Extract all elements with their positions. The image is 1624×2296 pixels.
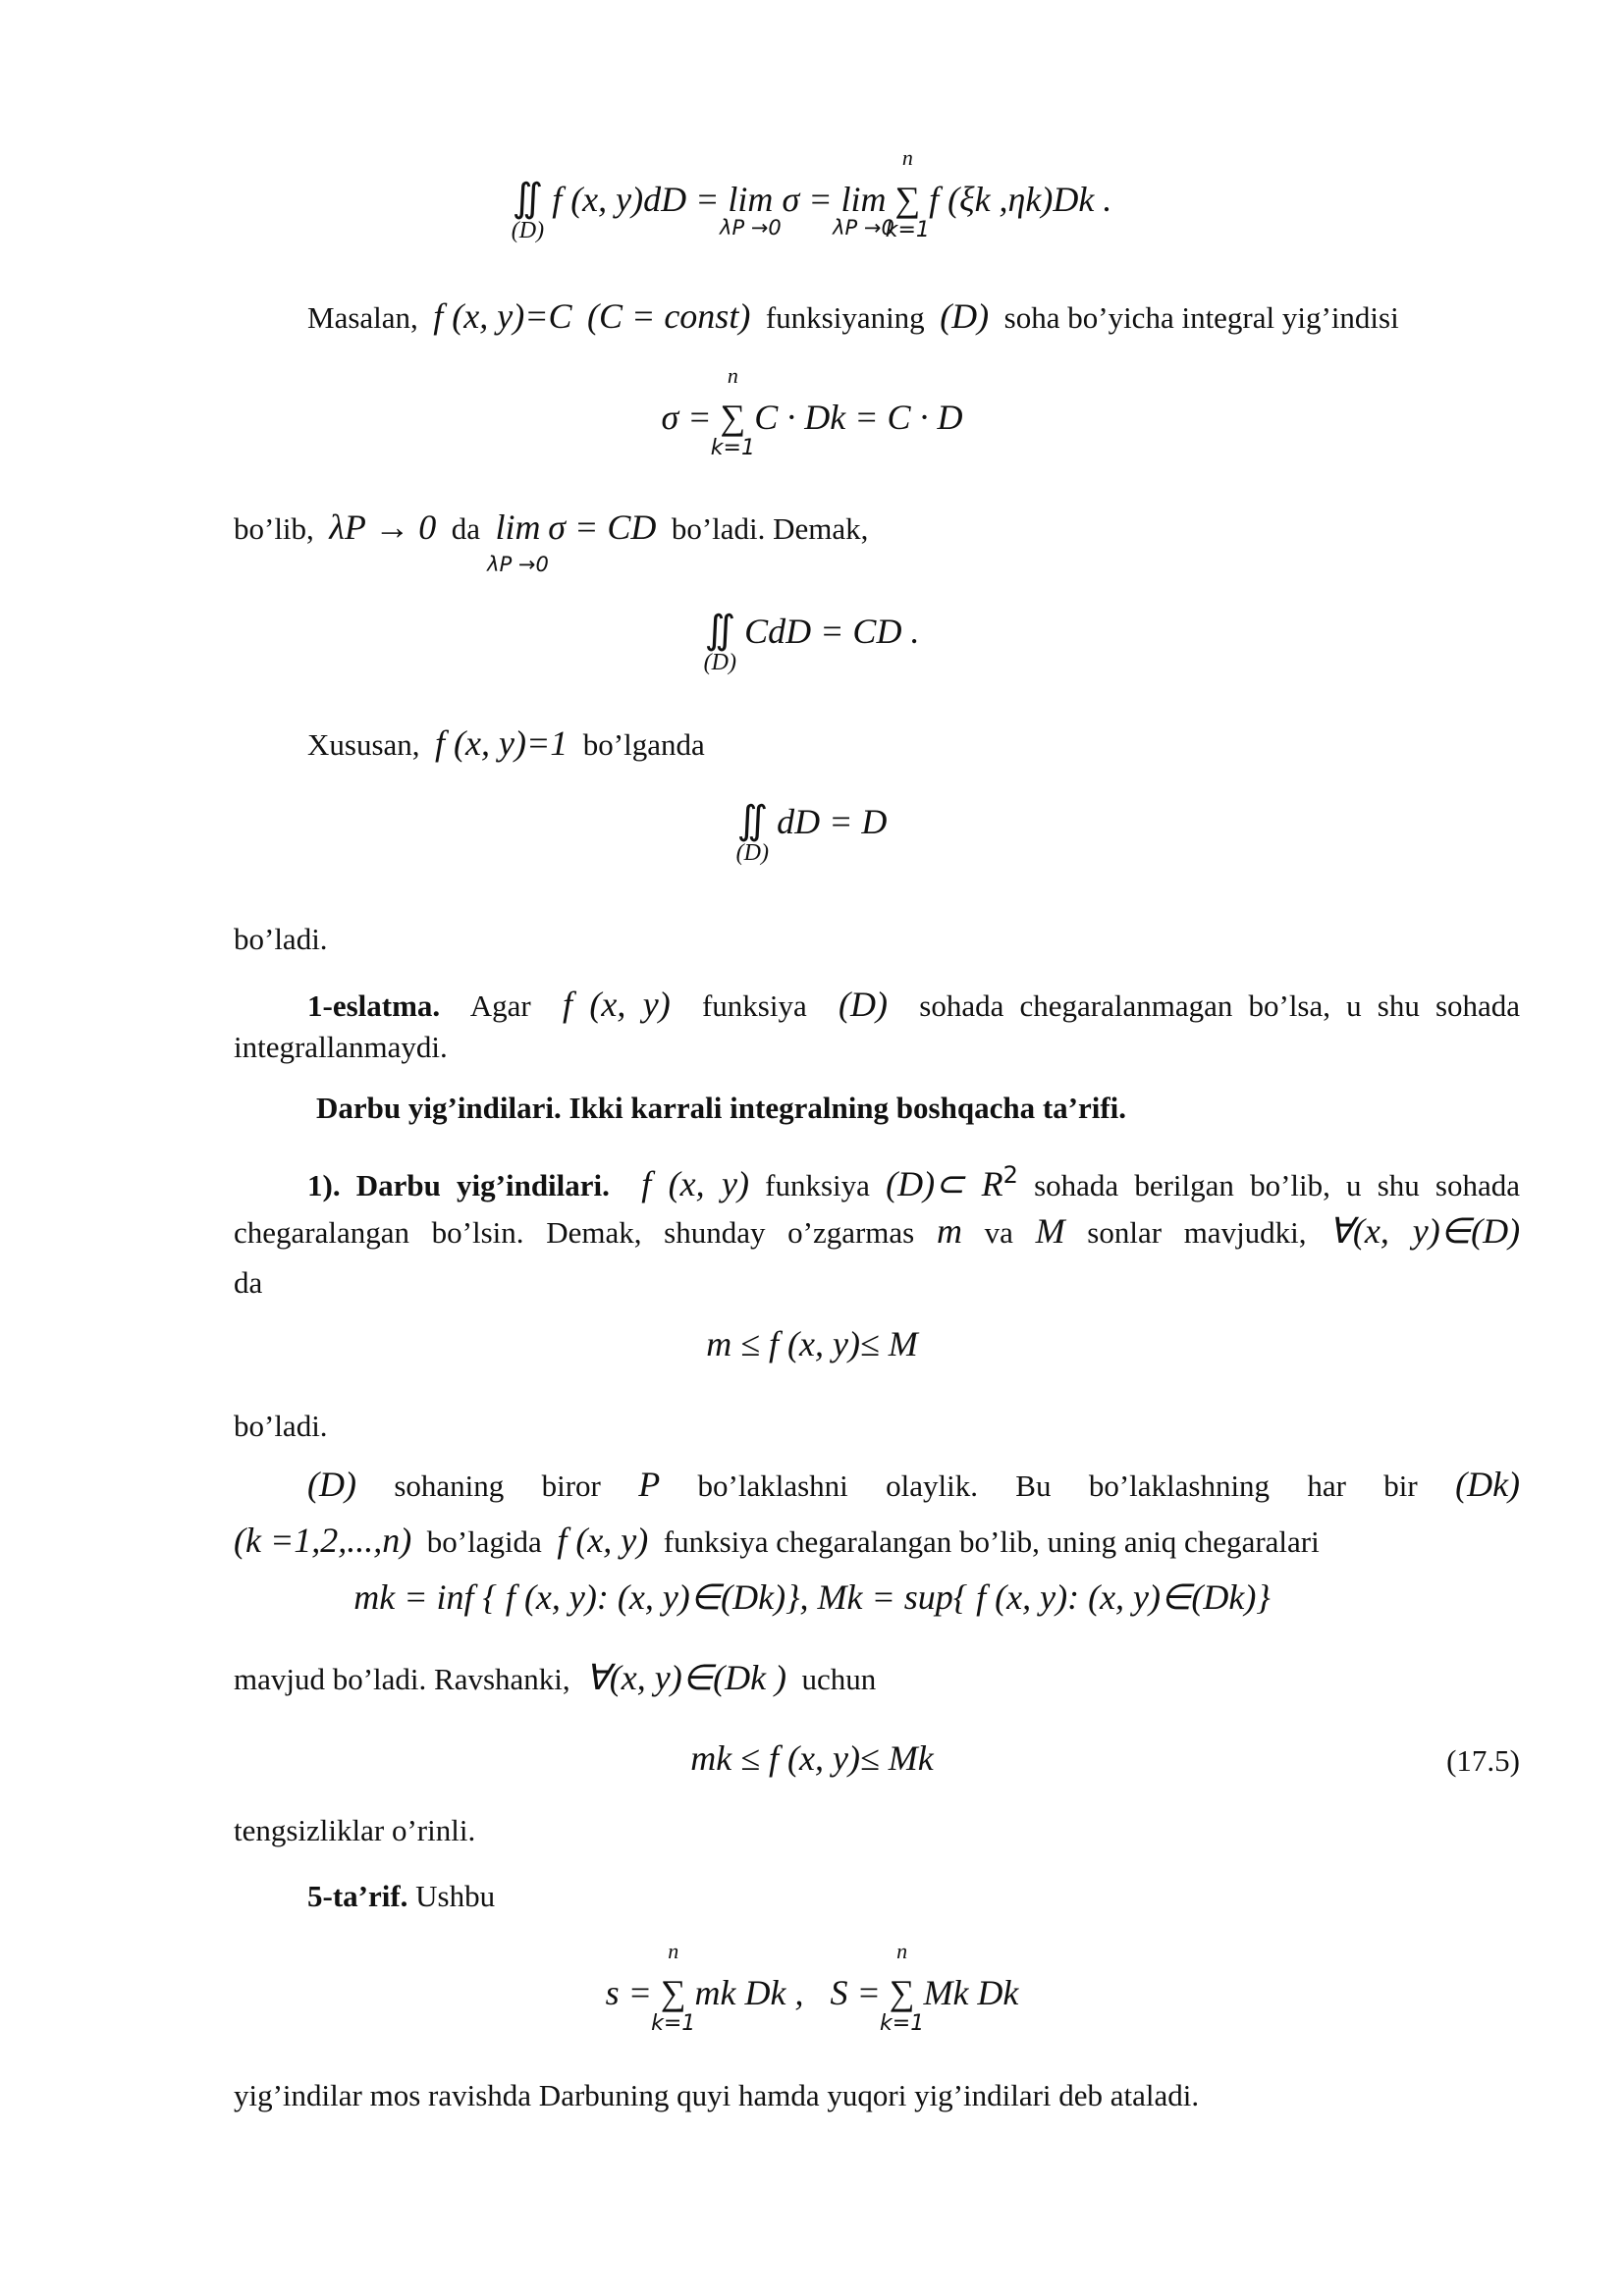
paragraph-text: bo’ladi. — [234, 922, 328, 956]
equation-constant-integral: ∬ (D) CdD = CD . — [703, 608, 920, 675]
paragraph-text: bo’ladi. — [234, 1409, 328, 1443]
double-integral-sign: ∬ (D) — [511, 176, 545, 243]
definition-5: 5-ta’rif. Ushbu — [307, 1879, 496, 1913]
equation-17-5: mk ≤ f (x, y)≤ Mk — [690, 1738, 934, 1778]
eq1-rhs: f (ξk ,ηk)Dk . — [929, 180, 1112, 219]
sum-operator: n ∑ k=1 — [710, 363, 755, 460]
equation-number: (17.5) — [1446, 1743, 1520, 1778]
sum-operator: n ∑ k=1 — [651, 1939, 696, 2036]
double-integral-sign: ∬ (D) — [703, 608, 737, 675]
equation-bounds: m ≤ f (x, y)≤ M — [706, 1324, 918, 1363]
limit-operator: lim λP →0 — [720, 180, 782, 240]
equation-area-integral: ∬ (D) dD = D — [735, 798, 888, 866]
paragraph-limit-line: bo’lib, λP → 0 da lim λP →0 σ = CD bo’ladi. Demak, — [234, 507, 869, 576]
limit-operator: lim λP →0 — [487, 507, 549, 576]
paragraph-text: tengsizliklar o’rinli. — [234, 1813, 476, 1847]
paragraph-example: Masalan, f (x, y)=C (C = const) funksiyaning (D) soha bo’yicha integral yig’indisi — [307, 296, 1399, 336]
equation-darbu-sums: s = n ∑ k=1 mk Dk , S = n ∑ k=1 Mk Dk — [605, 1939, 1019, 2036]
paragraph-darbu-3: da — [234, 1265, 263, 1300]
limit-operator: lim λP →0 — [833, 180, 894, 240]
note-1-cont: integrallanmaydi. — [234, 1030, 448, 1064]
paragraph-darbu-1: 1). Darbu yig’indilari. f (x, y) funksiya (D)⊂ $R^2$ sohada berilgan bo’lib, u shu sohada — [307, 1161, 1521, 1203]
paragraph-partition-2: (k =1,2,...,n) bo’lagida f (x, y) funksiya chegaralangan bo’lib, uning aniq chegaralari — [234, 1521, 1320, 1560]
equation-constant-sum: σ = n ∑ k=1 C · Dk = C · D — [661, 363, 963, 460]
paragraph-partition-1: (D) sohaning biror P bo’laklashni olaylik. Bu bo’laklashning har bir (Dk) — [307, 1465, 1521, 1504]
eq1-lhs: f (x, y)dD = — [552, 180, 720, 219]
eq1-mid: σ = — [782, 180, 833, 219]
equation-riemann-limit — [0, 145, 1624, 243]
paragraph-exist: mavjud bo’ladi. Ravshanki, ∀(x, y)∈(Dk ) uchun — [234, 1658, 877, 1697]
double-integral-sign: ∬ (D) — [735, 798, 770, 866]
paragraph-darbu-2: chegaralangan bo’lsin. Demak, shunday o’zgarmas m va M sonlar mavjudki, ∀(x, y)∈(D) — [234, 1211, 1521, 1251]
sum-operator: n ∑ k=1 — [885, 145, 930, 242]
section-heading: Darbu yig’indilari. Ikki karrali integralning boshqacha ta’rifi. — [316, 1091, 1127, 1125]
sum-operator: n ∑ k=1 — [880, 1939, 925, 2036]
equation-inf-sup: mk = inf { f (x, y): (x, y)∈(Dk)}, Mk = sup{ f (x, y): (x, y)∈(Dk)} — [353, 1577, 1271, 1617]
paragraph-particular: Xususan, f (x, y)=1 bo’lganda — [307, 723, 705, 763]
paragraph-text: yig’indilar mos ravishda Darbuning quyi hamda yuqori yig’indilari deb ataladi. — [234, 2078, 1200, 2112]
note-1: 1-eslatma. Agar f (x, y) funksiya (D) sohada chegaralanmagan bo’lsa, u shu sohada — [307, 985, 1521, 1024]
